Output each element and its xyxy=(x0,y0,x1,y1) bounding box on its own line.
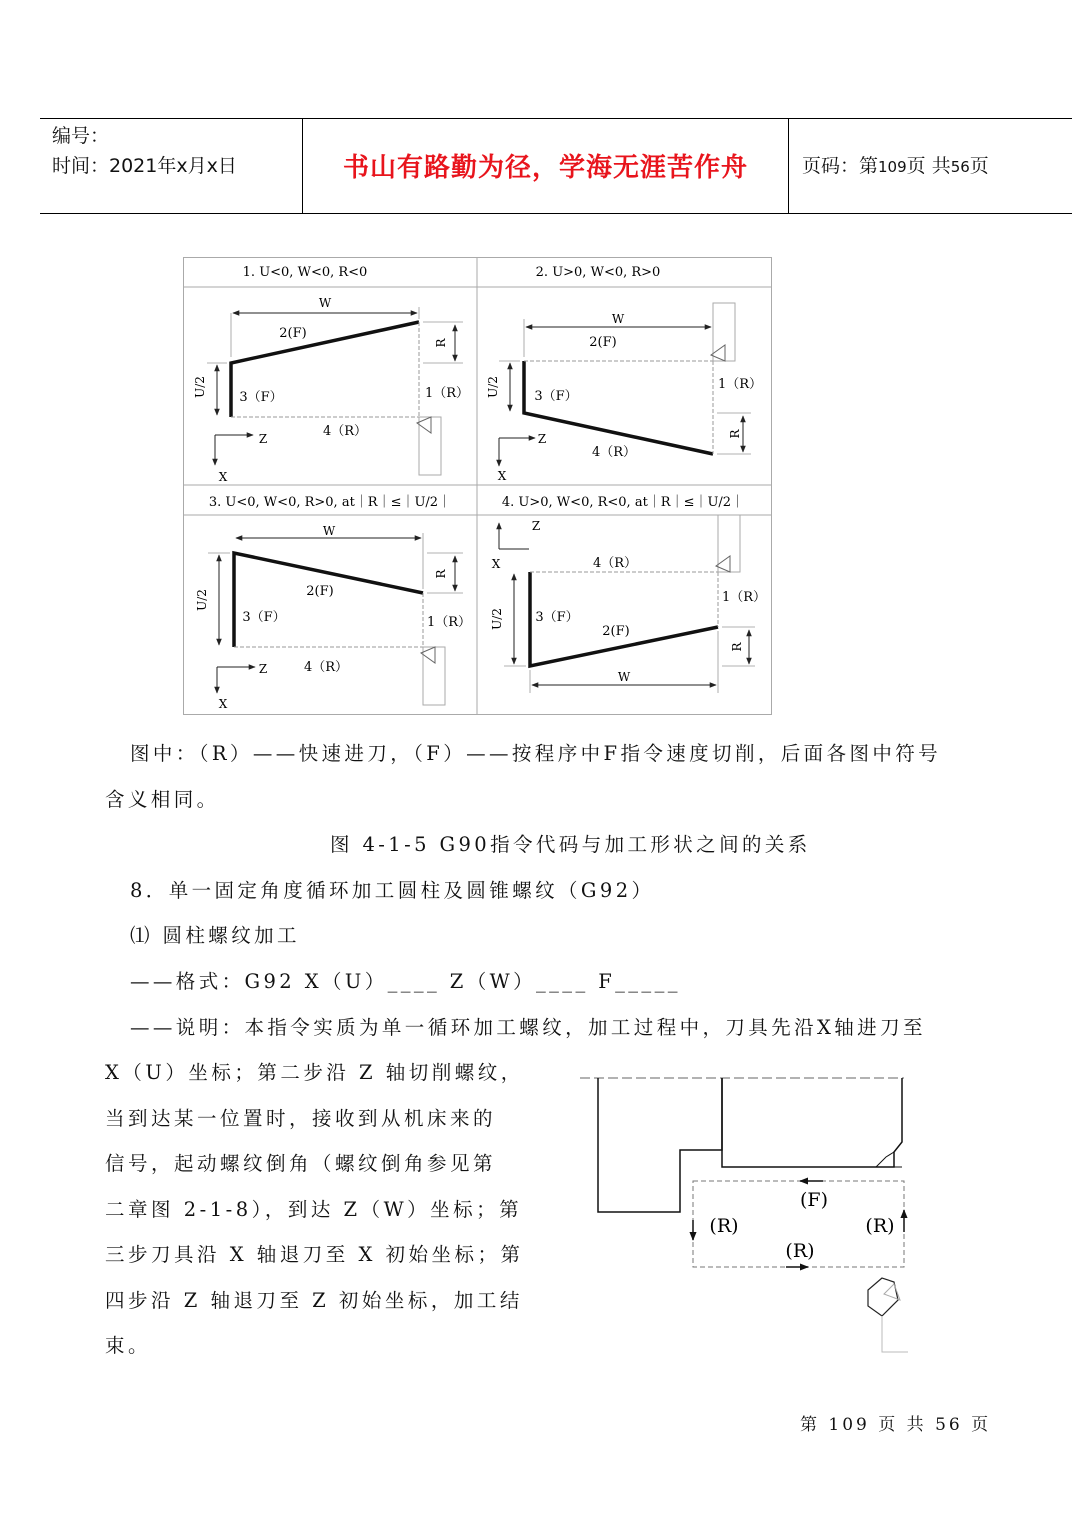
case4-u2-label: U/2 xyxy=(490,608,504,630)
header-page-suffix: 页 xyxy=(969,155,989,177)
case2-r1-label: 1（R） xyxy=(717,377,763,392)
header-page-info xyxy=(802,151,989,178)
description-line6: 三步刀具沿 X 轴退刀至 X 初始坐标；第 xyxy=(105,1243,524,1266)
case2-title: 2. U>0, W<0, R>0 xyxy=(535,265,661,280)
section-8-heading: 8．单一固定角度循环加工圆柱及圆锥螺纹（G92） xyxy=(130,879,655,902)
figure-caption: 图 4-1-5 G90指令代码与加工形状之间的关系 xyxy=(330,833,811,856)
description-line7: 四步沿 Z 轴退刀至 Z 初始坐标，加工结 xyxy=(105,1289,523,1312)
case4-w-label: W xyxy=(617,670,631,684)
case4-f2-label: 2(F) xyxy=(602,624,630,639)
header-page-current: 109 xyxy=(878,158,907,176)
workpiece-outline xyxy=(722,1078,902,1167)
header-page-total: 56 xyxy=(950,158,970,176)
case4-r-label: R xyxy=(730,642,744,652)
case2-z-axis-label: Z xyxy=(537,432,547,446)
description-line5: 二章图 2-1-8），到达 Z（W）坐标；第 xyxy=(105,1198,523,1221)
case3-x-axis-label: X xyxy=(218,697,228,711)
case4-diagram xyxy=(499,515,755,693)
header-page-mid: 页 共 xyxy=(906,155,951,177)
case2-f2-label: 2(F) xyxy=(589,335,617,350)
case1-z-axis-label: Z xyxy=(258,432,268,446)
description-line2: X（U）坐标；第二步沿 Z 轴切削螺纹， xyxy=(105,1061,524,1084)
case2-w-label: W xyxy=(611,312,625,326)
case4-r1-label: 1（R） xyxy=(721,590,767,605)
r-right-label: (R) xyxy=(865,1215,895,1237)
page-footer: 第 109 页 共 56 页 xyxy=(800,1415,992,1435)
case2-u2-label: U/2 xyxy=(486,376,500,398)
f-label: (F) xyxy=(799,1189,829,1211)
header-page-prefix: 页码：第 xyxy=(802,155,879,177)
case2-diagram xyxy=(499,303,751,466)
case3-r-label: R xyxy=(434,569,448,579)
legend-line1: 图中：（R）——快速进刀，（F）——按程序中F指令速度切削，后面各图中符号 xyxy=(130,742,942,765)
case1-w-label: W xyxy=(318,296,332,310)
header-meta xyxy=(52,121,302,181)
case3-w-label: W xyxy=(322,524,336,538)
format-line: ——格式：G92 X（U）____ Z（W）____ F_____ xyxy=(130,970,681,993)
case3-r1-label: 1（R） xyxy=(426,615,472,630)
case3-f3-label: 3（F） xyxy=(242,610,286,625)
description-line3: 当到达某一位置时，接收到从机床来的 xyxy=(105,1107,497,1130)
r-left-label: (R) xyxy=(709,1215,739,1237)
case2-r4-label: 4（R） xyxy=(591,445,637,460)
case3-z-axis-label: Z xyxy=(258,662,268,676)
case1-x-axis-label: X xyxy=(218,470,228,484)
description-line4: 信号，起动螺纹倒角（螺纹倒角参见第 xyxy=(105,1152,497,1175)
legend-line2: 含义相同。 xyxy=(105,788,220,811)
case1-f3-label: 3（F） xyxy=(239,390,283,405)
case1-u2-label: U/2 xyxy=(193,376,207,398)
g92-thread-cycle-figure xyxy=(578,1070,908,1355)
case3-title: 3. U<0, W<0, R>0, at｜R｜≤｜U/2｜ xyxy=(208,495,452,510)
case4-r4-label: 4（R） xyxy=(592,556,638,571)
description-line8: 束。 xyxy=(105,1334,152,1357)
description-line1: ——说明：本指令实质为单一循环加工螺纹，加工过程中，刀具先沿X轴进刀至 xyxy=(130,1016,926,1039)
case3-u2-label: U/2 xyxy=(195,589,209,611)
case1-f2-label: 2(F) xyxy=(279,326,307,341)
header-number-label: 编号： xyxy=(52,125,110,147)
case2-r-label: R xyxy=(728,429,742,439)
case2-f3-label: 3（F） xyxy=(534,389,578,404)
case4-f3-label: 3（F） xyxy=(535,610,579,625)
header-divider-right xyxy=(788,119,789,213)
subsection-1-heading: ⑴ 圆柱螺纹加工 xyxy=(130,924,300,947)
case1-r-label: R xyxy=(434,338,448,348)
chamfer-line xyxy=(876,1152,894,1167)
case2-x-axis-label: X xyxy=(497,469,507,483)
case4-x-axis-label: X xyxy=(491,557,501,571)
header-motto: 书山有路勤为径，学海无涯苦作舟 xyxy=(342,153,748,183)
thread-tool xyxy=(868,1278,898,1316)
case3-f2-label: 2(F) xyxy=(306,584,334,599)
page-header xyxy=(40,118,1072,214)
case1-title: 1. U<0, W<0, R<0 xyxy=(242,265,368,280)
g90-shape-figure xyxy=(183,257,772,715)
header-time-label: 时间：2021年x月x日 xyxy=(52,155,237,177)
case4-z-axis-label: Z xyxy=(531,519,541,533)
r-bottom-label: (R) xyxy=(785,1240,815,1262)
case1-r4-label: 4（R） xyxy=(322,424,368,439)
case3-r4-label: 4（R） xyxy=(303,660,349,675)
tool-holder xyxy=(882,1280,908,1352)
case4-title: 4. U>0, W<0, R<0, at｜R｜≤｜U/2｜ xyxy=(501,495,745,510)
case1-r1-label: 1（R） xyxy=(424,386,470,401)
spindle-outline xyxy=(598,1078,722,1212)
